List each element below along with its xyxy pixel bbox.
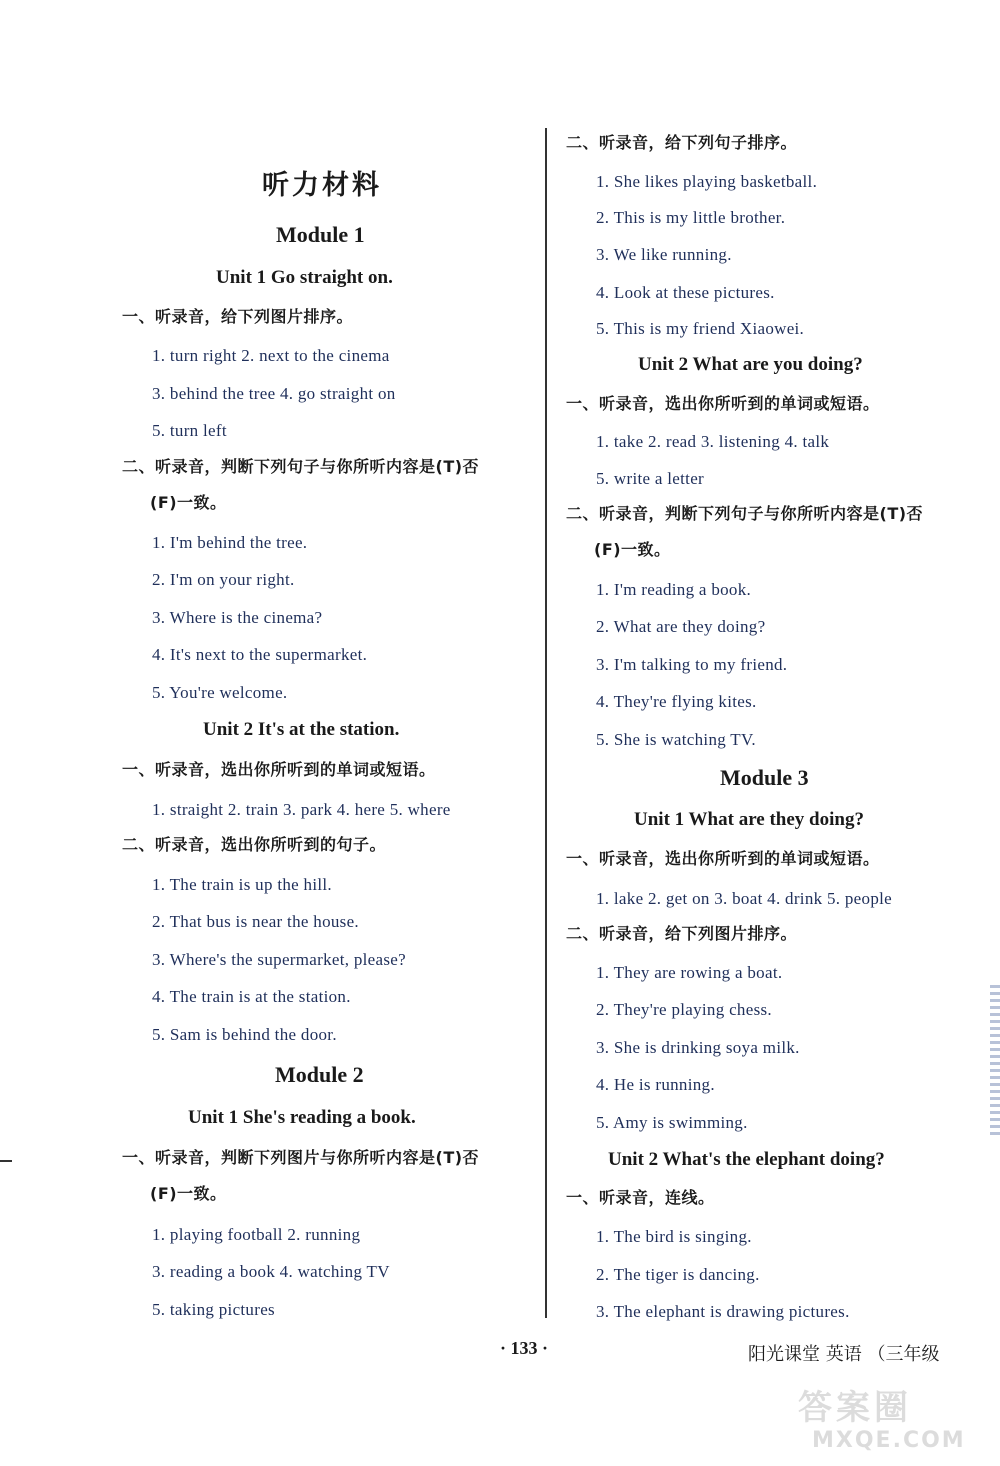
list-item: 2. They're playing chess. [596,1000,772,1019]
list-item: 2. That bus is near the house. [152,912,359,931]
section-heading: 一、听录音，给下列图片排序。 [122,307,354,326]
page-title: 听力材料 [262,170,382,201]
list-item: 3. The elephant is drawing pictures. [596,1302,850,1321]
book-title: 阳光课堂 英语 （三年级 [748,1344,940,1365]
list-item: 3. I'm talking to my friend. [596,655,788,674]
page-number: · 133 · [500,1338,549,1358]
watermark-logo [790,1380,995,1460]
section-heading: 一、听录音，选出你所听到的单词或短语。 [566,394,880,413]
list-item: 3. She is drinking soya milk. [596,1038,800,1057]
binding-strip [990,985,1000,1135]
list-item: 5. write a letter [596,469,704,488]
list-item: 3. Where's the supermarket, please? [152,950,406,969]
list-item: 2. What are they doing? [596,617,766,636]
list-item: 1. lake 2. get on 3. boat 4. drink 5. people [596,889,892,908]
section-heading: 一、听录音，选出你所听到的单词或短语。 [566,849,880,868]
list-item: 1. turn right 2. next to the cinema [152,346,390,365]
list-item: 1. take 2. read 3. listening 4. talk [596,432,830,451]
section-heading: 一、听录音，选出你所听到的单词或短语。 [122,760,436,779]
list-item: 1. I'm behind the tree. [152,533,308,552]
list-item: 2. I'm on your right. [152,570,295,589]
list-item: 5. turn left [152,421,227,440]
section-heading: 二、听录音，选出你所听到的句子。 [122,835,387,854]
watermark-top: 答案圈 [798,1388,912,1428]
list-item: 5. Sam is behind the door. [152,1025,337,1044]
list-item: 1. I'm reading a book. [596,580,752,599]
module-3-heading: Module 3 [720,765,809,790]
list-item: 5. This is my friend Xiaowei. [596,319,805,338]
section-heading: 二、听录音，给下列句子排序。 [566,133,798,152]
m1-unit1-heading: Unit 1 Go straight on. [216,267,393,288]
list-item: 5. taking pictures [152,1300,275,1319]
section-heading: 一、听录音，判断下列图片与你所听内容是(T)否 [122,1148,480,1167]
module-1-heading: Module 1 [276,222,365,247]
column-divider [545,128,547,1318]
list-item: 2. This is my little brother. [596,208,786,227]
section-heading-cont: (F)一致。 [150,1184,227,1203]
list-item: 1. The train is up the hill. [152,875,332,894]
list-item: 3. We like running. [596,245,732,264]
list-item: 4. They're flying kites. [596,692,757,711]
list-item: 1. straight 2. train 3. park 4. here 5. where [152,800,451,819]
list-item: 4. He is running. [596,1075,715,1094]
list-item: 5. She is watching TV. [596,730,756,749]
m2-unit2-heading: Unit 2 What are you doing? [638,354,863,375]
m2-unit1-heading: Unit 1 She's reading a book. [188,1107,416,1128]
list-item: 1. She likes playing basketball. [596,172,818,191]
list-item: 5. You're welcome. [152,683,288,702]
section-heading-cont: (F)一致。 [594,540,671,559]
watermark-bottom: MXQE.COM [812,1428,966,1453]
section-heading-cont: (F)一致。 [150,493,227,512]
list-item: 3. reading a book 4. watching TV [152,1262,390,1281]
module-2-heading: Module 2 [275,1062,364,1087]
list-item: 2. The tiger is dancing. [596,1265,760,1284]
margin-mark [0,1160,12,1162]
list-item: 3. Where is the cinema? [152,608,323,627]
section-heading: 二、听录音，给下列图片排序。 [566,924,798,943]
list-item: 5. Amy is swimming. [596,1113,748,1132]
list-item: 4. It's next to the supermarket. [152,645,368,664]
section-heading: 一、听录音，连线。 [566,1188,715,1207]
list-item: 3. behind the tree 4. go straight on [152,384,396,403]
m1-unit2-heading: Unit 2 It's at the station. [203,719,400,740]
m3-unit1-heading: Unit 1 What are they doing? [634,809,864,830]
list-item: 4. The train is at the station. [152,987,351,1006]
m3-unit2-heading: Unit 2 What's the elephant doing? [608,1149,885,1170]
section-heading: 二、听录音，判断下列句子与你所听内容是(T)否 [122,457,480,476]
list-item: 1. They are rowing a boat. [596,963,783,982]
list-item: 4. Look at these pictures. [596,283,775,302]
list-item: 1. playing football 2. running [152,1225,361,1244]
list-item: 1. The bird is singing. [596,1227,752,1246]
section-heading: 二、听录音，判断下列句子与你所听内容是(T)否 [566,504,924,523]
